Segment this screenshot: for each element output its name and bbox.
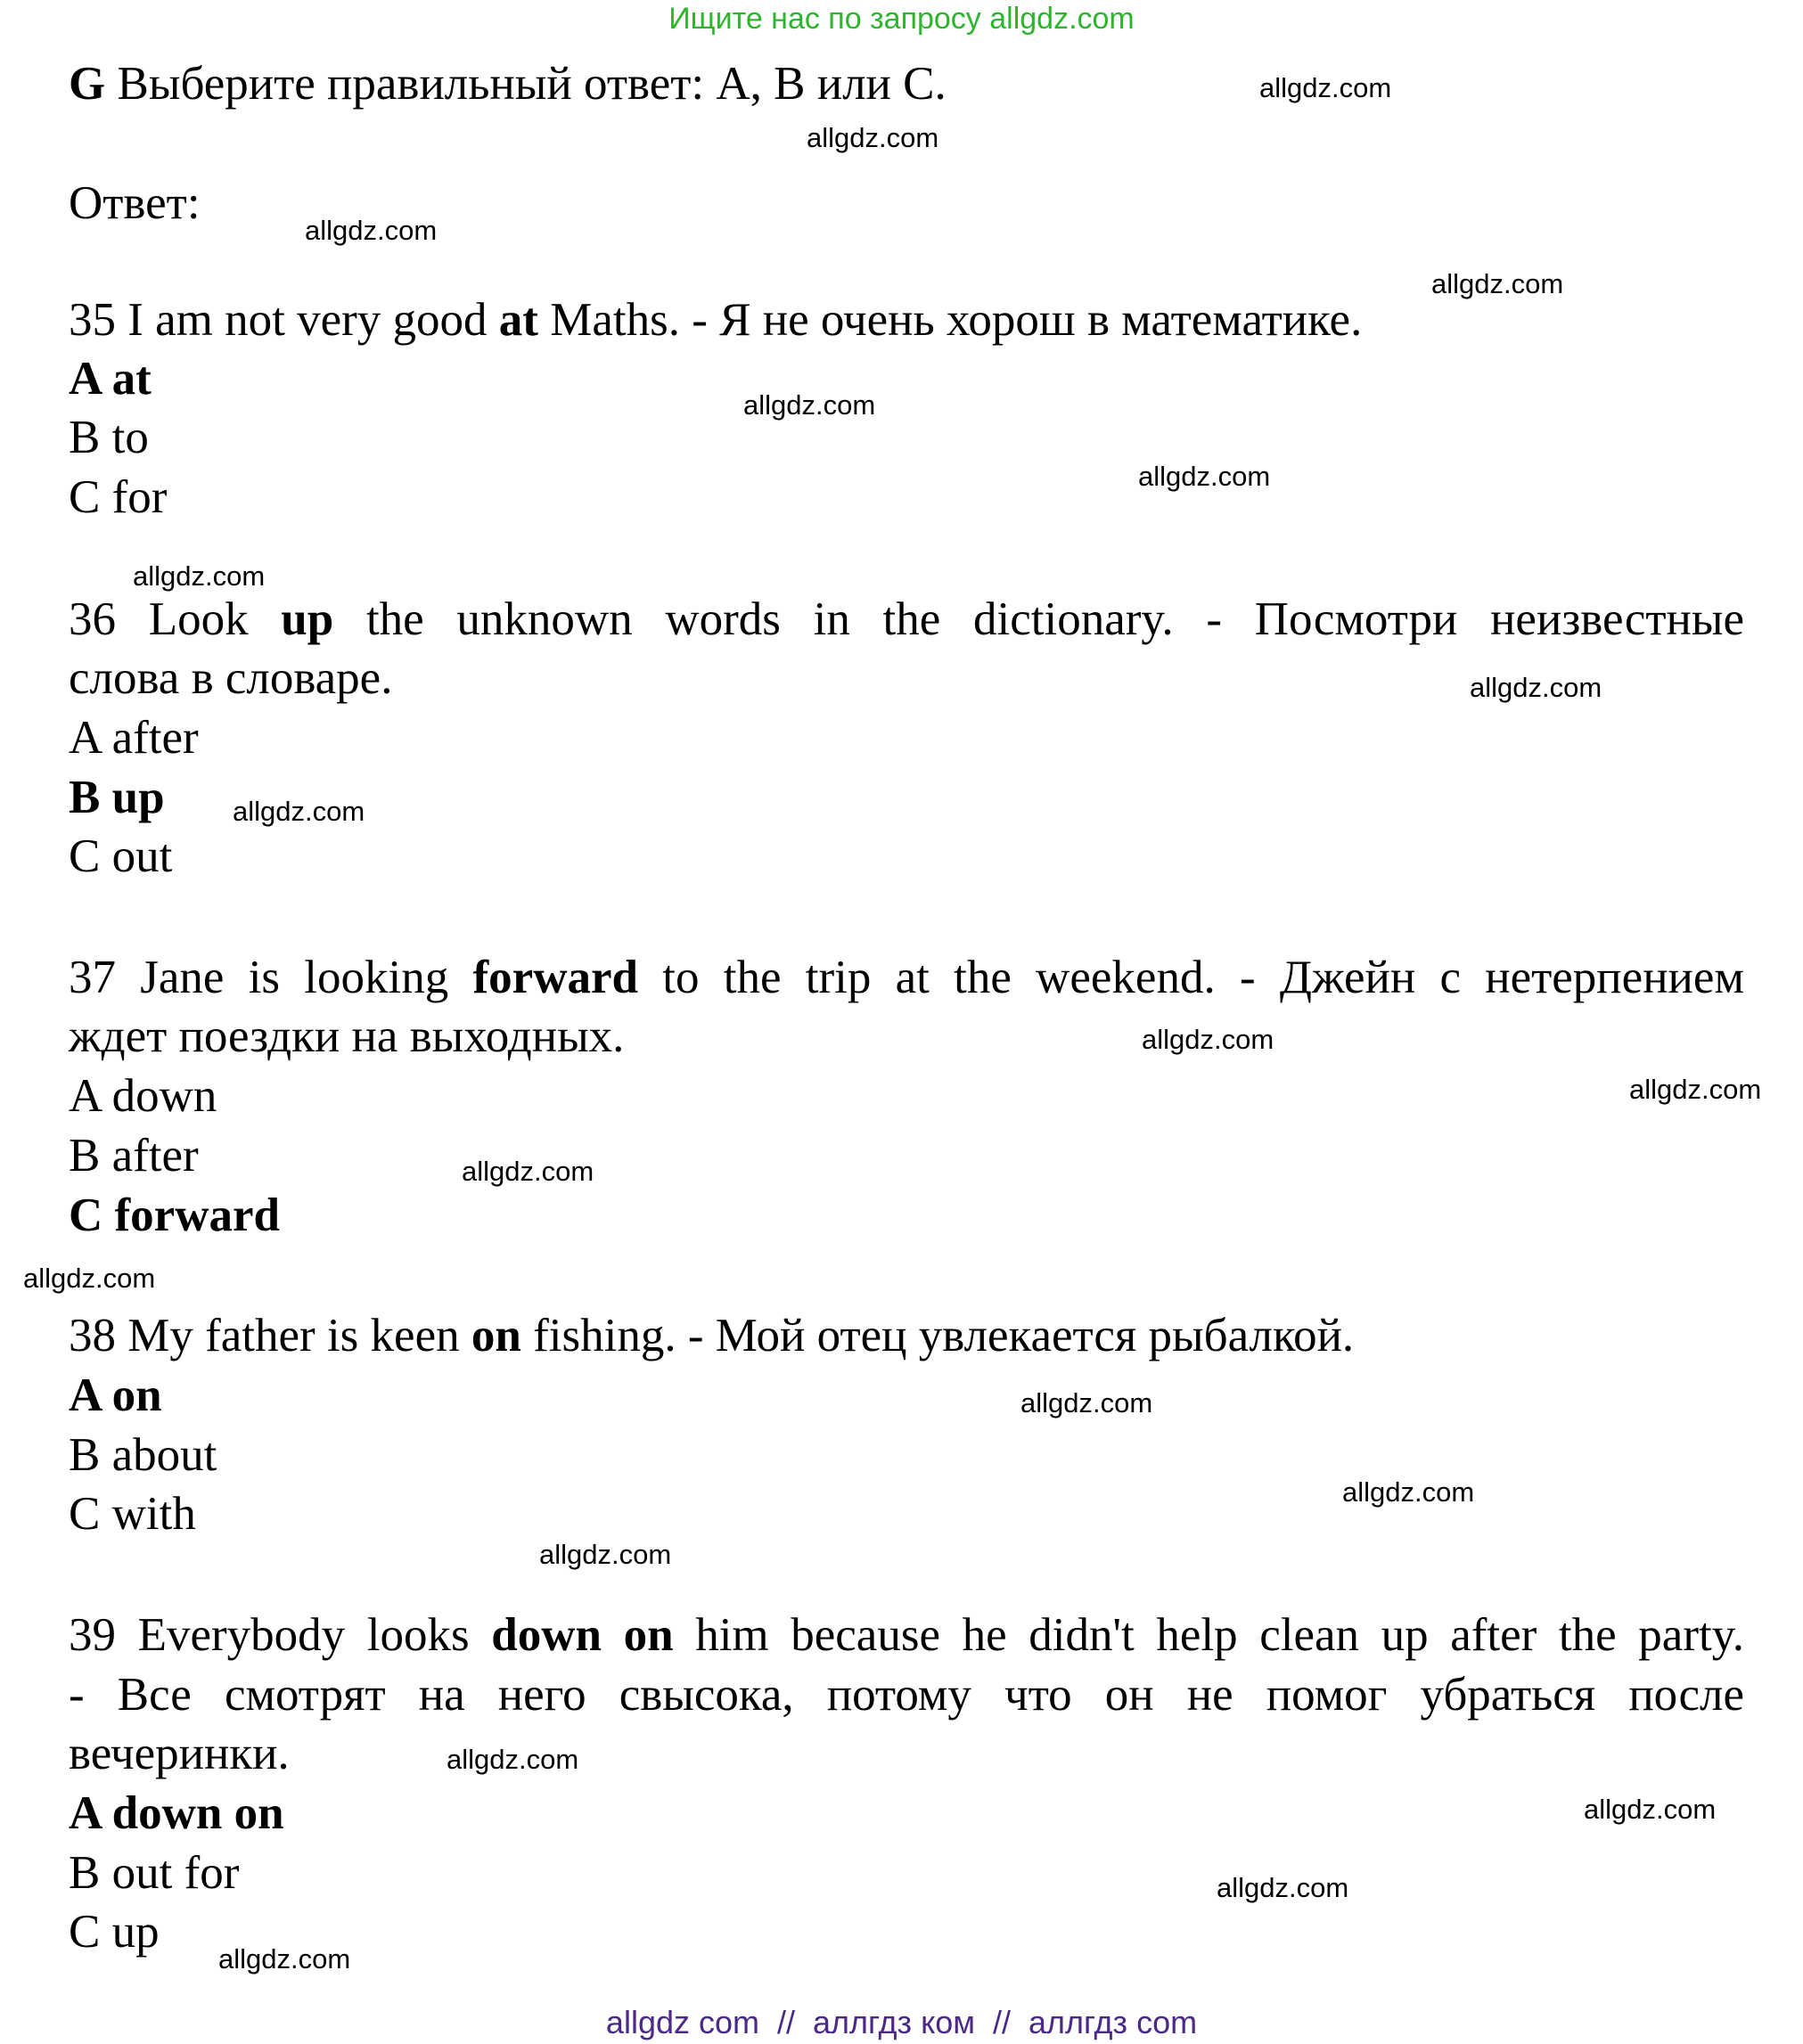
option: A after: [69, 712, 199, 764]
watermark: allgdz.com: [218, 1943, 351, 1975]
question-number: 38: [69, 1310, 116, 1361]
question-number: 35: [69, 294, 116, 346]
question-text-pre: Look: [116, 593, 282, 645]
question-number: 36: [69, 593, 116, 645]
watermark: allgdz.com: [743, 389, 876, 421]
question-text-post: fishing. - Мой отец увлекается рыбалкой.: [520, 1310, 1355, 1361]
task-text: Выберите правильный ответ: A, B или C.: [105, 58, 947, 110]
watermark: allgdz.com: [1629, 1074, 1762, 1105]
header-banner[interactable]: Ищите нас по запросу allgdz.com: [668, 2, 1135, 36]
option: B after: [69, 1130, 199, 1181]
option: B about: [69, 1429, 217, 1481]
question-text-post: him because he didn't help clean up after the party.: [673, 1609, 1744, 1661]
question-37: [69, 948, 1744, 1008]
option-correct: C forward: [69, 1190, 280, 1241]
watermark: allgdz.com: [1342, 1476, 1475, 1508]
option: C up: [69, 1906, 160, 1958]
question-key-word: up: [281, 593, 334, 645]
question-39: [69, 1606, 1744, 1665]
answer-label: Ответ:: [69, 177, 201, 229]
watermark: allgdz.com: [1431, 268, 1564, 299]
question-39-continuation: - Все смотрят на него свысока, потому что он не помог убраться после: [69, 1669, 1744, 1721]
watermark: allgdz.com: [447, 1744, 579, 1775]
question-text-pre: My father is keen: [116, 1310, 471, 1361]
watermark: allgdz.com: [23, 1263, 156, 1294]
option-correct: A down on: [69, 1787, 284, 1839]
watermark: allgdz.com: [1470, 672, 1602, 703]
question-38: [69, 1306, 1744, 1366]
question-text-post: Maths. - Я не очень хорош в математике.: [537, 294, 1363, 346]
watermark: allgdz.com: [233, 796, 365, 827]
question-text-post: the unknown words in the dictionary. - Посмотри неизвестные: [333, 593, 1744, 645]
question-36: [69, 590, 1744, 650]
option-correct: A on: [69, 1369, 162, 1421]
watermark: allgdz.com: [133, 560, 266, 592]
question-number: 37: [69, 952, 116, 1003]
footer-banner[interactable]: allgdz com // аллгдз ком // аллгдз com: [605, 2004, 1198, 2040]
question-text-pre: Jane is looking: [116, 952, 473, 1003]
task-heading: [69, 54, 1744, 114]
watermark: allgdz.com: [1259, 72, 1392, 103]
option: C out: [69, 830, 173, 882]
option: C with: [69, 1488, 196, 1540]
watermark: allgdz.com: [1217, 1872, 1349, 1903]
watermark: allgdz.com: [1138, 461, 1271, 492]
question-text-pre: Everybody looks: [116, 1609, 492, 1661]
question-key-word: at: [498, 294, 538, 346]
watermark: allgdz.com: [462, 1156, 594, 1187]
option: C for: [69, 471, 168, 523]
question-text-post: to the trip at the weekend. - Джейн с нетерпением: [637, 952, 1744, 1003]
option: B to: [69, 412, 149, 463]
option: A down: [69, 1070, 217, 1122]
question-key-word: down on: [491, 1609, 674, 1661]
option: B out for: [69, 1847, 240, 1899]
question-39-continuation-2: вечеринки.: [69, 1728, 290, 1779]
watermark: allgdz.com: [1584, 1794, 1717, 1825]
task-letter: G: [69, 58, 106, 110]
question-37-continuation: ждет поездки на выходных.: [69, 1010, 625, 1062]
option-correct: A at: [69, 353, 152, 405]
watermark: allgdz.com: [807, 122, 939, 153]
question-number: 39: [69, 1609, 116, 1661]
watermark: allgdz.com: [1142, 1024, 1274, 1055]
watermark: allgdz.com: [539, 1539, 672, 1570]
option-correct: B up: [69, 772, 165, 823]
question-key-word: forward: [472, 952, 638, 1003]
question-36-continuation: слова в словаре.: [69, 652, 393, 704]
watermark: allgdz.com: [1020, 1387, 1153, 1419]
question-key-word: on: [471, 1310, 521, 1361]
watermark: allgdz.com: [305, 215, 438, 246]
question-text-pre: I am not very good: [116, 294, 499, 346]
